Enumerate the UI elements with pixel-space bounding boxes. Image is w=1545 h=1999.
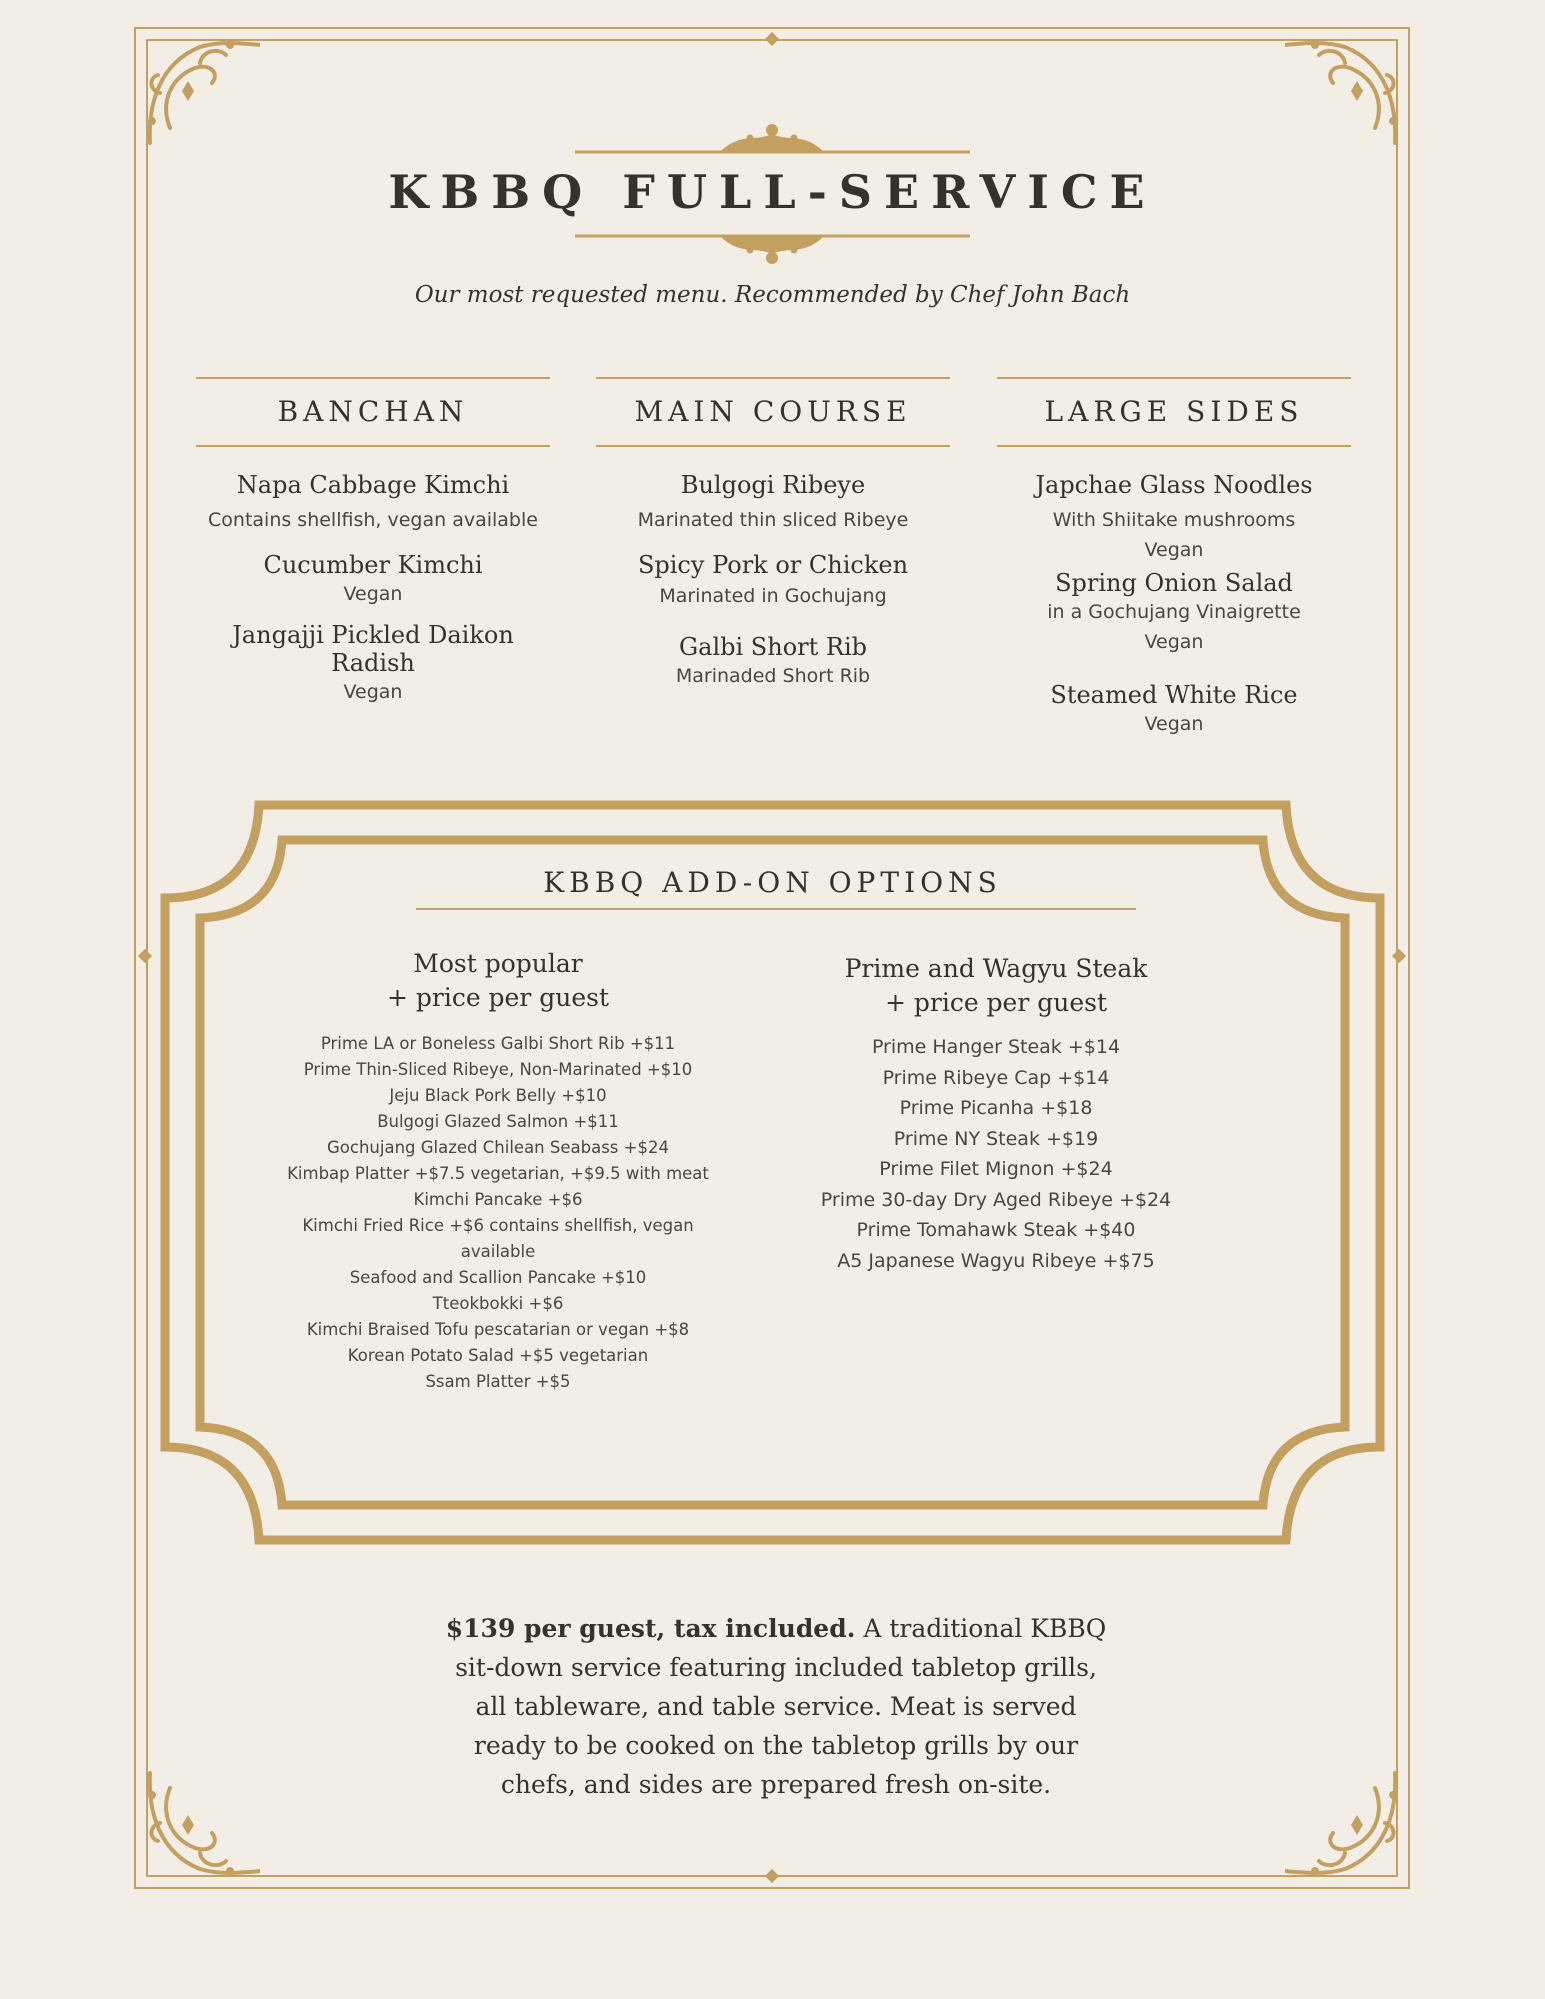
list-item: Korean Potato Salad +$5 vegetarian: [347, 1346, 649, 1365]
list-item: Seafood and Scallion Pancake +$10: [349, 1268, 647, 1287]
addon-title-divider: [416, 908, 1136, 910]
menu-item-desc: Contains shellfish, vegan available: [208, 509, 538, 531]
menu-item-desc: Vegan: [1144, 631, 1204, 653]
addon-popular-heading: Most popular: [413, 949, 583, 978]
menu-item-name: Bulgogi Ribeye: [680, 471, 866, 499]
addon-prime-list: [786, 1032, 1206, 1276]
list-item: Ssam Platter +$5: [425, 1372, 571, 1391]
menu-item-name: Galbi Short Rib: [678, 633, 868, 661]
menu-item-name: Spring Onion Salad: [1055, 569, 1293, 597]
footer-description: [436, 1609, 1116, 1804]
banchan-column: [196, 377, 550, 707]
corner-flourish-icon: [140, 33, 260, 153]
menu-item-name: Jangajji Pickled Daikon Radish: [232, 621, 514, 677]
corner-flourish-icon: [1285, 1763, 1405, 1883]
list-item: Kimchi Pancake +$6: [413, 1190, 583, 1209]
list-item: Kimbap Platter +$7.5 vegetarian, +$9.5 with meat: [287, 1164, 709, 1183]
list-item: Prime Picanha +$18: [899, 1097, 1093, 1119]
page-subtitle: Our most requested menu. Recommended by Chef John Bach: [414, 282, 1131, 308]
list-item: Prime NY Steak +$19: [893, 1127, 1099, 1150]
addon-popular-list: [280, 1031, 716, 1395]
list-item: Prime Thin-Sliced Ribeye, Non-Marinated +$10: [303, 1060, 693, 1079]
menu-item-desc: Vegan: [343, 583, 403, 605]
corner-flourish-icon: [1285, 33, 1405, 153]
title-bottom-ornament-icon: [570, 228, 975, 268]
list-item: A5 Japanese Wagyu Ribeye +$75: [837, 1249, 1155, 1272]
menu-item-name: Spicy Pork or Chicken: [637, 551, 909, 579]
list-item: Bulgogi Glazed Salmon +$11: [377, 1112, 619, 1131]
large-sides-heading: LARGE SIDES: [997, 377, 1351, 447]
addon-prime-heading: Prime and Wagyu Steak: [844, 954, 1148, 983]
menu-item-desc: Marinaded Short Rib: [675, 665, 871, 687]
footer-text: A traditional KBBQ sit-down service featuring included tabletop grills, all tableware, and table service. Meat is served ready to be cooked on the tabletop grills by our chefs, and sides are prepared fresh on-site.: [455, 1614, 1107, 1799]
banchan-heading: BANCHAN: [196, 377, 550, 447]
menu-item-desc: in a Gochujang Vinaigrette: [1047, 601, 1301, 623]
page-title: KBBQ FULL-SERVICE: [388, 165, 1157, 219]
title-top-ornament-icon: [570, 120, 975, 160]
large-sides-column: [997, 377, 1351, 739]
menu-item-desc: Marinated in Gochujang: [659, 585, 887, 607]
menu-item-desc: Marinated thin sliced Ribeye: [637, 509, 909, 531]
list-item: Prime Hanger Steak +$14: [871, 1036, 1121, 1058]
menu-item-desc: Vegan: [1144, 713, 1204, 735]
addon-prime-subheading: + price per guest: [884, 988, 1108, 1017]
addon-prime-column: [786, 952, 1206, 1276]
list-item: Prime Ribeye Cap +$14: [882, 1066, 1110, 1089]
menu-item-name: Japchae Glass Noodles: [1035, 471, 1313, 499]
menu-item-desc: Vegan: [1144, 539, 1204, 561]
footer-price: $139 per guest, tax included.: [445, 1614, 856, 1643]
menu-item-name: Cucumber Kimchi: [263, 551, 483, 579]
main-course-heading: MAIN COURSE: [596, 377, 950, 447]
main-course-column: [596, 377, 950, 691]
list-item: Kimchi Braised Tofu pescatarian or vegan +$8: [306, 1320, 690, 1339]
addon-title: KBBQ ADD-ON OPTIONS: [543, 866, 1002, 899]
list-item: Jeju Black Pork Belly +$10: [389, 1086, 607, 1105]
list-item: Prime Filet Mignon +$24: [879, 1158, 1113, 1180]
list-item: Kimchi Fried Rice +$6 contains shellfish, vegan available: [302, 1216, 694, 1261]
list-item: Tteokbokki +$6: [432, 1294, 564, 1313]
list-item: Prime Tomahawk Steak +$40: [856, 1219, 1136, 1241]
menu-item-desc: Vegan: [343, 681, 403, 703]
list-item: Gochujang Glazed Chilean Seabass +$24: [327, 1138, 669, 1157]
addon-popular-subheading: + price per guest: [386, 983, 610, 1012]
menu-item-name: Steamed White Rice: [1050, 681, 1298, 709]
list-item: Prime 30-day Dry Aged Ribeye +$24: [820, 1188, 1172, 1211]
corner-flourish-icon: [140, 1763, 260, 1883]
list-item: Prime LA or Boneless Galbi Short Rib +$11: [320, 1034, 676, 1053]
menu-item-name: Napa Cabbage Kimchi: [236, 471, 510, 499]
addon-popular-column: [280, 947, 716, 1395]
menu-item-desc: With Shiitake mushrooms: [1052, 509, 1296, 531]
